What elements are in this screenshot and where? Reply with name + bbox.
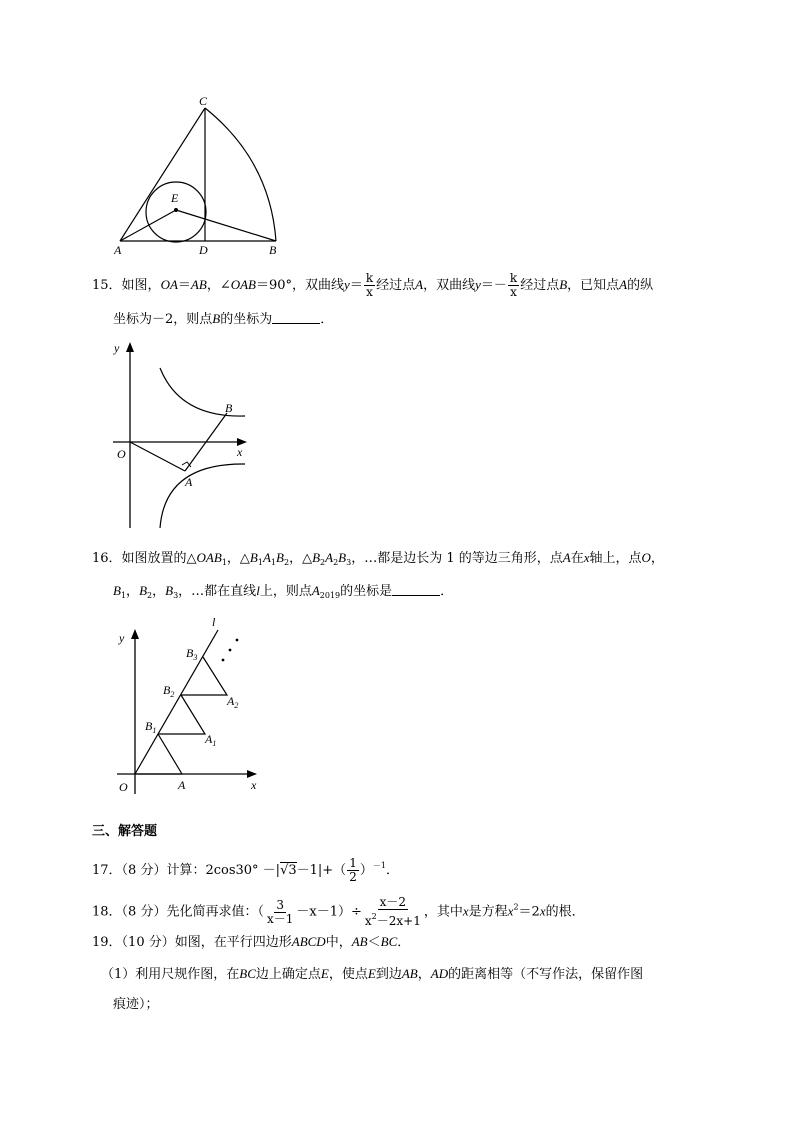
ellipsis-dot: [229, 649, 232, 652]
triangle-b1a1b2: [158, 695, 205, 734]
ellipsis-dot: [222, 659, 225, 662]
label-o: O: [119, 780, 128, 794]
ellipsis-dot: [236, 639, 239, 642]
label-a1: $A_1$: [205, 732, 217, 748]
x-axis-arrow: [247, 770, 257, 778]
label-y: y: [119, 631, 125, 645]
triangle-b2a2b3: [181, 657, 227, 695]
q19-part1-line2: 痕迹）；: [113, 997, 159, 1012]
label-b2: $B_2$: [163, 683, 175, 699]
fraction-main: $\frac{x-2}{x^2-2x+1}$: [364, 895, 421, 928]
q19-line1: 19．（10 分）如图，在平行四边形ABCD中，AB＜BC．: [92, 934, 411, 950]
segment-eb: [176, 210, 276, 241]
segment-ae: [120, 210, 176, 241]
label-d: D: [199, 243, 208, 257]
label-o: O: [117, 447, 126, 461]
figure-hyperbola: [105, 338, 260, 533]
sqrt-symbol: √3: [280, 863, 297, 878]
y-axis-arrow: [126, 342, 134, 352]
q16-line1: 16．如图放置的$\triangle OAB_1$，$\triangle B_1A_1B_2$，$\triangle B_2A_2B_3$，…都是边长为 1 的等边三角形，点A在x轴上，点O，: [92, 550, 664, 567]
fraction-k-over-x: $\frac{k}{x}$: [365, 271, 374, 299]
label-b: B: [269, 243, 277, 257]
segment-ac: [120, 108, 205, 241]
label-x: x: [237, 445, 243, 459]
q16-line2: $B_1$，$B_2$，$B_3$，…都在直线l上，则点$A_{2019}$的坐标是 ．: [113, 583, 454, 600]
q19-part1-line1: （1）利用尺规作图，在BC边上确定点E，使点E到边AB，AD的距离相等（不写作法，保留作图: [101, 966, 644, 982]
label-l: l: [212, 615, 216, 629]
label-a: A: [178, 778, 186, 792]
label-e: E: [171, 191, 179, 205]
section-heading: 三、解答题: [92, 824, 158, 839]
label-x: x: [251, 778, 257, 792]
arc-cb: [205, 108, 276, 241]
label-a: A: [114, 243, 122, 257]
label-y: y: [114, 341, 120, 355]
answer-blank: [392, 583, 440, 596]
answer-blank: [272, 311, 320, 324]
label-a2: $A_2$: [227, 694, 239, 710]
q15-line2: 坐标为－2，则点B的坐标为 ．: [113, 311, 334, 327]
figure-triangles: [105, 612, 270, 802]
figure-circle-sector: [100, 90, 300, 260]
hyperbola-lower: [160, 464, 245, 528]
q17: 17．（8 分）计算：2cos30° －|√3－1|+（ $\frac{1}{2}$ ）$^{-1}$．: [92, 856, 399, 884]
q18: 18．（8 分）先化简再求值：（ $\frac{3}{x-1}$ －x－1）÷ $\frac{x-2}{x^2-2x+1}$ ，其中x是方程$x^2=2x$的根．: [92, 895, 585, 928]
y-axis-arrow: [131, 629, 139, 639]
segment-oa: [130, 442, 185, 471]
label-b1: $B_1$: [145, 719, 157, 735]
q15-line1: 15．如图，OA＝AB，∠OAB＝90°，双曲线y＝ $\frac{k}{x}$ 经过点A，双曲线y＝－ $\frac{k}{x}$ 经过点B，已知点A的纵: [92, 271, 654, 299]
label-b3: $B_3$: [186, 646, 198, 662]
label-b: B: [225, 401, 233, 415]
label-c: C: [199, 94, 208, 108]
fraction-3-over-x-minus-1: $\frac{3}{x-1}$: [266, 897, 294, 926]
line-l: [135, 630, 218, 774]
fraction-half: $\frac{1}{2}$: [349, 856, 357, 884]
triangle-oab1: [135, 734, 182, 774]
label-a: A: [185, 475, 193, 489]
fraction-k-over-x-2: $\frac{k}{x}$: [509, 271, 518, 299]
